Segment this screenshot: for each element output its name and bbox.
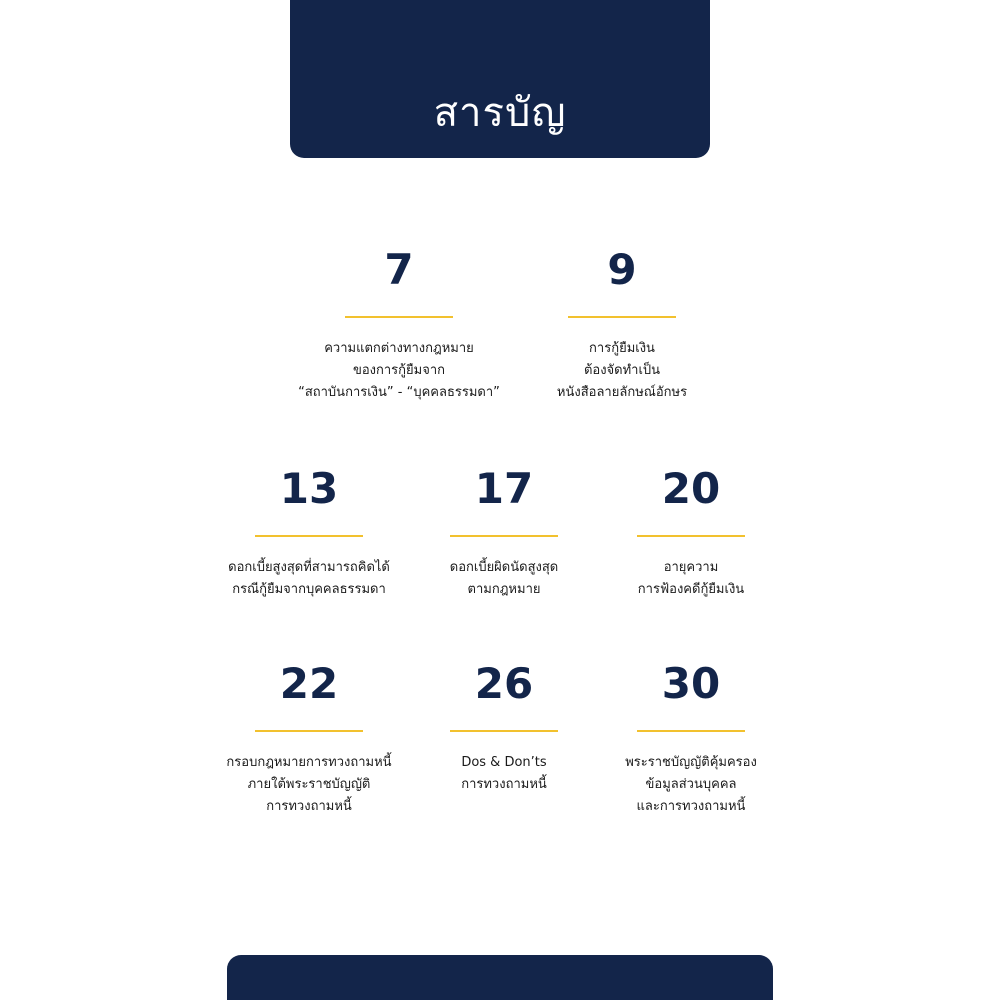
entry-description: ดอกเบี้ยสูงสุดที่สามารถคิดได้ กรณีกู้ยืมจากบุคคลธรรมดา bbox=[228, 560, 390, 597]
entry-description: พระราชบัญญัติคุ้มครอง ข้อมูลส่วนบุคคล และการทวงถามหนี้ bbox=[625, 755, 757, 814]
page-title: สารบัญ bbox=[433, 90, 567, 136]
page-number: 20 bbox=[661, 464, 721, 513]
page-number: 30 bbox=[661, 659, 721, 708]
accent-divider bbox=[255, 730, 363, 732]
page-number: 17 bbox=[474, 464, 534, 513]
footer-banner bbox=[227, 955, 773, 1000]
toc-entry-30[interactable] bbox=[561, 658, 821, 818]
accent-divider bbox=[637, 730, 745, 732]
toc-entry-7[interactable] bbox=[269, 244, 529, 404]
header-banner bbox=[290, 0, 710, 158]
page-number: 13 bbox=[279, 464, 339, 513]
toc-entry-9[interactable] bbox=[492, 244, 752, 404]
page-number: 7 bbox=[384, 245, 414, 294]
accent-divider bbox=[345, 316, 453, 318]
page-number: 22 bbox=[279, 659, 339, 708]
accent-divider bbox=[450, 730, 558, 732]
accent-divider bbox=[255, 535, 363, 537]
entry-description: ความแตกต่างทางกฎหมาย ของการกู้ยืมจาก “สถาบันการเงิน” - “บุคคลธรรมดา” bbox=[298, 341, 500, 400]
page-number: 9 bbox=[607, 245, 637, 294]
entry-description: ดอกเบี้ยผิดนัดสูงสุด ตามกฎหมาย bbox=[449, 560, 559, 597]
accent-divider bbox=[568, 316, 676, 318]
entry-description: Dos & Don’ts การทวงถามหนี้ bbox=[461, 755, 547, 792]
entry-description: อายุความ การฟ้องคดีกู้ยืมเงิน bbox=[637, 560, 745, 597]
page-number: 26 bbox=[474, 659, 534, 708]
accent-divider bbox=[450, 535, 558, 537]
entry-description: กรอบกฎหมายการทวงถามหนี้ ภายใต้พระราชบัญญัติ การทวงถามหนี้ bbox=[226, 755, 392, 814]
toc-entry-20[interactable] bbox=[561, 463, 821, 601]
accent-divider bbox=[637, 535, 745, 537]
entry-description: การกู้ยืมเงิน ต้องจัดทำเป็น หนังสือลายลักษณ์อักษร bbox=[556, 341, 688, 400]
